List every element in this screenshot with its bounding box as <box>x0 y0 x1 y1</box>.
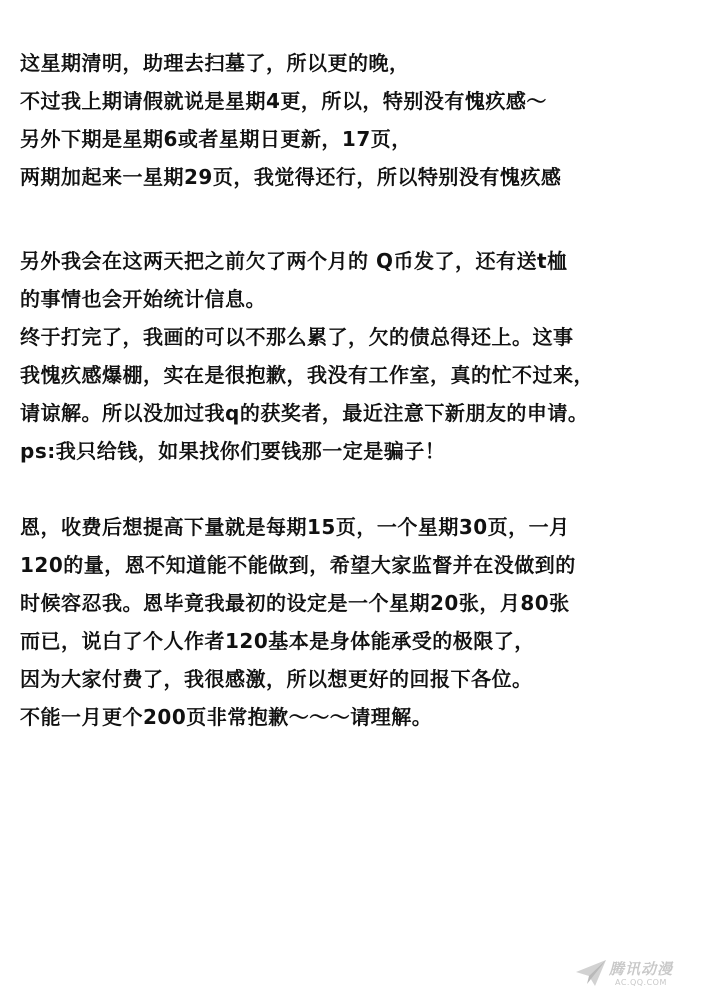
text-line: 终于打完了，我画的可以不那么累了，欠的债总得还上。这事 <box>20 325 574 349</box>
text-line: 另外下期是星期6或者星期日更新，17页， <box>20 127 412 151</box>
text-line: 另外我会在这两天把之前欠了两个月的 Q币发了，还有送t桖 <box>20 249 568 273</box>
paragraph-schedule-note <box>20 44 695 196</box>
watermark-url: AC.QQ.COM <box>615 978 667 987</box>
text-line: 不过我上期请假就说是星期4更，所以，特别没有愧疚感～ <box>20 89 547 113</box>
text-line: 不能一月更个200页非常抱歉～～～请理解。 <box>20 705 433 729</box>
text-line: 我愧疚感爆棚，实在是很抱歉，我没有工作室，真的忙不过来， <box>20 363 594 387</box>
watermark-brand: 腾讯动漫 <box>609 960 674 978</box>
text-line: 而已，说白了个人作者120基本是身体能承受的极限了， <box>20 629 535 653</box>
text-line: 恩，收费后想提高下量就是每期15页，一个星期30页，一月 <box>20 515 570 539</box>
text-line: 时候容忍我。恩毕竟我最初的设定是一个星期20张，月80张 <box>20 591 570 615</box>
text-line: 因为大家付费了，我很感激，所以想更好的回报下各位。 <box>20 667 533 691</box>
paragraph-rewards-note <box>20 242 695 470</box>
text-line: 的事情也会开始统计信息。 <box>20 287 266 311</box>
paragraph-paid-update-note <box>20 508 695 736</box>
text-line: 请谅解。所以没加过我q的获奖者，最近注意下新朋友的申请。 <box>20 401 589 425</box>
text-line: 两期加起来一星期29页，我觉得还行，所以特别没有愧疚感 <box>20 165 562 189</box>
paper-plane-logo-icon <box>575 958 607 992</box>
text-line: 120的量，恩不知道能不能做到，希望大家监督并在没做到的 <box>20 553 576 577</box>
text-line: 这星期清明，助理去扫墓了，所以更的晚， <box>20 51 410 75</box>
text-line: ps:我只给钱，如果找你们要钱那一定是骗子！ <box>20 439 446 463</box>
watermark <box>575 956 693 992</box>
